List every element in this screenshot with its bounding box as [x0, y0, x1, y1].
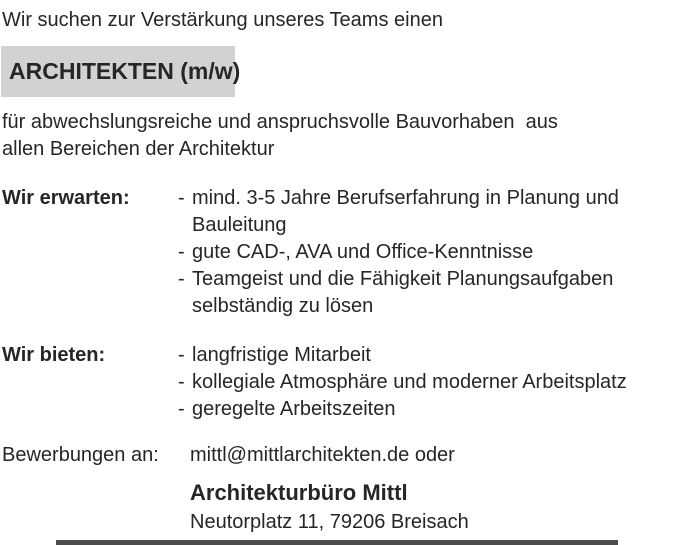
- position-title-highlight: [1, 46, 241, 97]
- description-paragraph: [2, 109, 662, 163]
- bullet-dash: -: [178, 268, 185, 290]
- section-label-expectations: Wir erwarten:: [2, 187, 130, 209]
- bullet-dash: -: [178, 344, 185, 366]
- position-title: ARCHITEKTEN (m/w): [9, 58, 241, 84]
- company-name: Architekturbüro Mittl: [190, 480, 408, 505]
- expectations-list: [178, 185, 656, 320]
- application-label: Bewerbungen an:: [2, 444, 159, 466]
- list-item: [178, 396, 656, 423]
- bottom-edge-bar: [56, 540, 618, 545]
- section-label-offer: Wir bieten:: [2, 344, 106, 366]
- application-email: mittl@mittlarchitekten.de oder: [190, 444, 455, 466]
- bullet-dash: -: [178, 398, 185, 420]
- list-item-text: mind. 3-5 Jahre Berufserfahrung in Planung und Bauleitung: [192, 187, 619, 236]
- list-item-text: langfristige Mitarbeit: [192, 344, 371, 366]
- list-item-text: Teamgeist und die Fähigkeit Planungsaufgaben selbständig zu lösen: [192, 268, 614, 317]
- bullet-dash: -: [178, 241, 185, 263]
- list-item: [178, 239, 656, 266]
- list-item: [178, 342, 656, 369]
- description-line-1: für abwechslungsreiche und anspruchsvolle Bauvorhaben aus: [2, 111, 558, 133]
- list-item-text: kollegiale Atmosphäre und moderner Arbeitsplatz: [192, 371, 627, 393]
- list-item-text: geregelte Arbeitszeiten: [192, 398, 396, 420]
- list-item: [178, 369, 656, 396]
- intro-text: Wir suchen zur Verstärkung unseres Teams einen: [2, 9, 443, 31]
- list-item: [178, 266, 656, 320]
- list-item: [178, 185, 656, 239]
- offer-list: [178, 342, 656, 423]
- bullet-dash: -: [178, 187, 185, 209]
- list-item-text: gute CAD-, AVA und Office-Kenntnisse: [192, 241, 534, 263]
- bullet-dash: -: [178, 371, 185, 393]
- description-line-2: allen Bereichen der Architektur: [2, 138, 275, 160]
- company-address: Neutorplatz 11, 79206 Breisach: [190, 511, 469, 533]
